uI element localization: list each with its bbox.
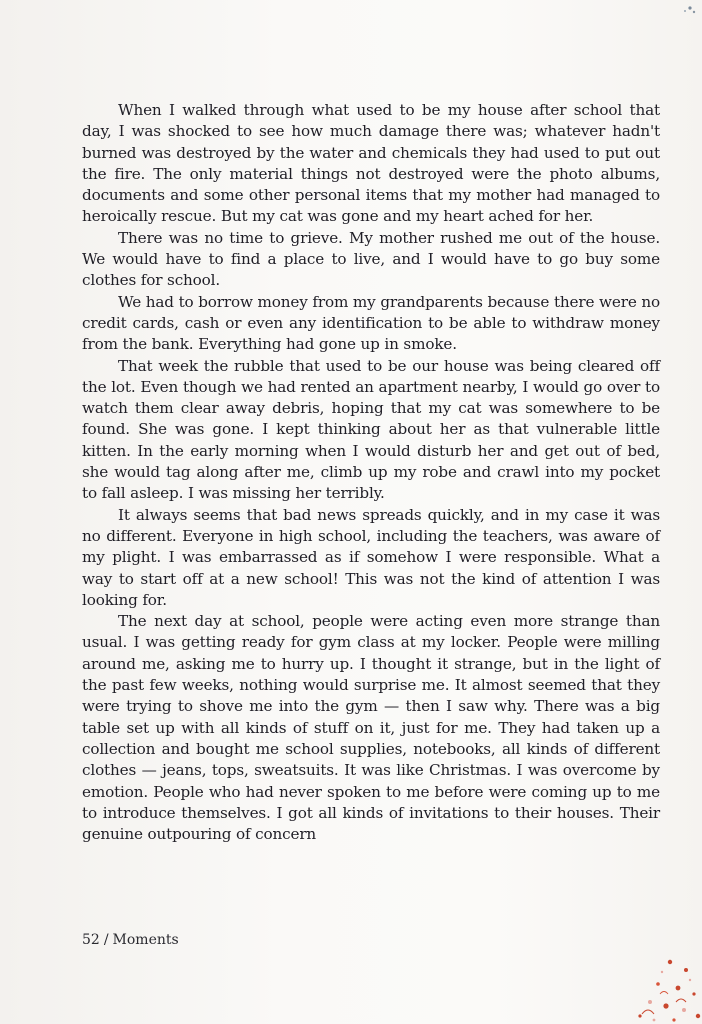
paragraph-5: It always seems that bad news spreads quickly, and in my case it was no different. Everyone in high school, including the teachers, was aware of my plight. I was embarrassed as if somehow I were responsible. What a way to start off at a new school! This was not the kind of attention I was looking for. <box>82 505 660 609</box>
paragraph-4: That week the rubble that used to be our house was being cleared off the lot. Even though we had rented an apartment nearby, I would go over to watch them clear away debris, hoping that my cat was somewhere to be found. She was gone. I kept thinking about her as that vulnerable little kitten. In the early morning when I would disturb her and get out of bed, she would tag along after me, climb up my robe and crawl into my pocket to fall asleep. I was missing her terribly. <box>82 356 660 503</box>
paragraph-1: When I walked through what used to be my house after school that day, I was shocked to see how much damage there was; whatever hadn't burned was destroyed by the water and chemicals they had used to put out the fire. The only material things not destroyed were the photo albums, documents and some other personal items that my mother had managed to heroically rescue. But my cat was gone and my heart ached for her. <box>82 101 660 226</box>
paragraph-6: The next day at school, people were acting even more strange than usual. I was getting ready for gym class at my locker. People were milling around me, asking me to hurry up. I thought it strange, but in the light of the past few weeks, nothing would surprise me. It almost seemed that they were trying to shove me into the gym — then I saw why. There was a big table set up with all kinds of stuff on it, just for me. They had taken up a collection and bought me school supplies, notebooks, all kinds of different clothes — jeans, tops, sweatsuits. It was like Christmas. I was overcome by emotion. People who had never spoken to me before were coming up to me to introduce themselves. I got all kinds of invitations to their houses. Their genuine outpouring of concern <box>82 612 660 844</box>
floral-decoration-icon <box>582 944 702 1024</box>
body-text <box>82 100 660 845</box>
corner-smudge-icon <box>668 2 698 18</box>
paragraph-2: There was no time to grieve. My mother rushed me out of the house. We would have to find a place to live, and I would have to go buy some clothes for school. <box>82 228 660 290</box>
page-number: 52 <box>82 932 100 948</box>
paragraph-3: We had to borrow money from my grandparents because there were no credit cards, cash or even any identification to be able to withdraw money from the bank. Everything had gone up in smoke. <box>82 292 660 354</box>
book-title: Moments <box>112 932 179 948</box>
page-footer <box>82 932 179 948</box>
footer-separator: / <box>103 932 109 948</box>
